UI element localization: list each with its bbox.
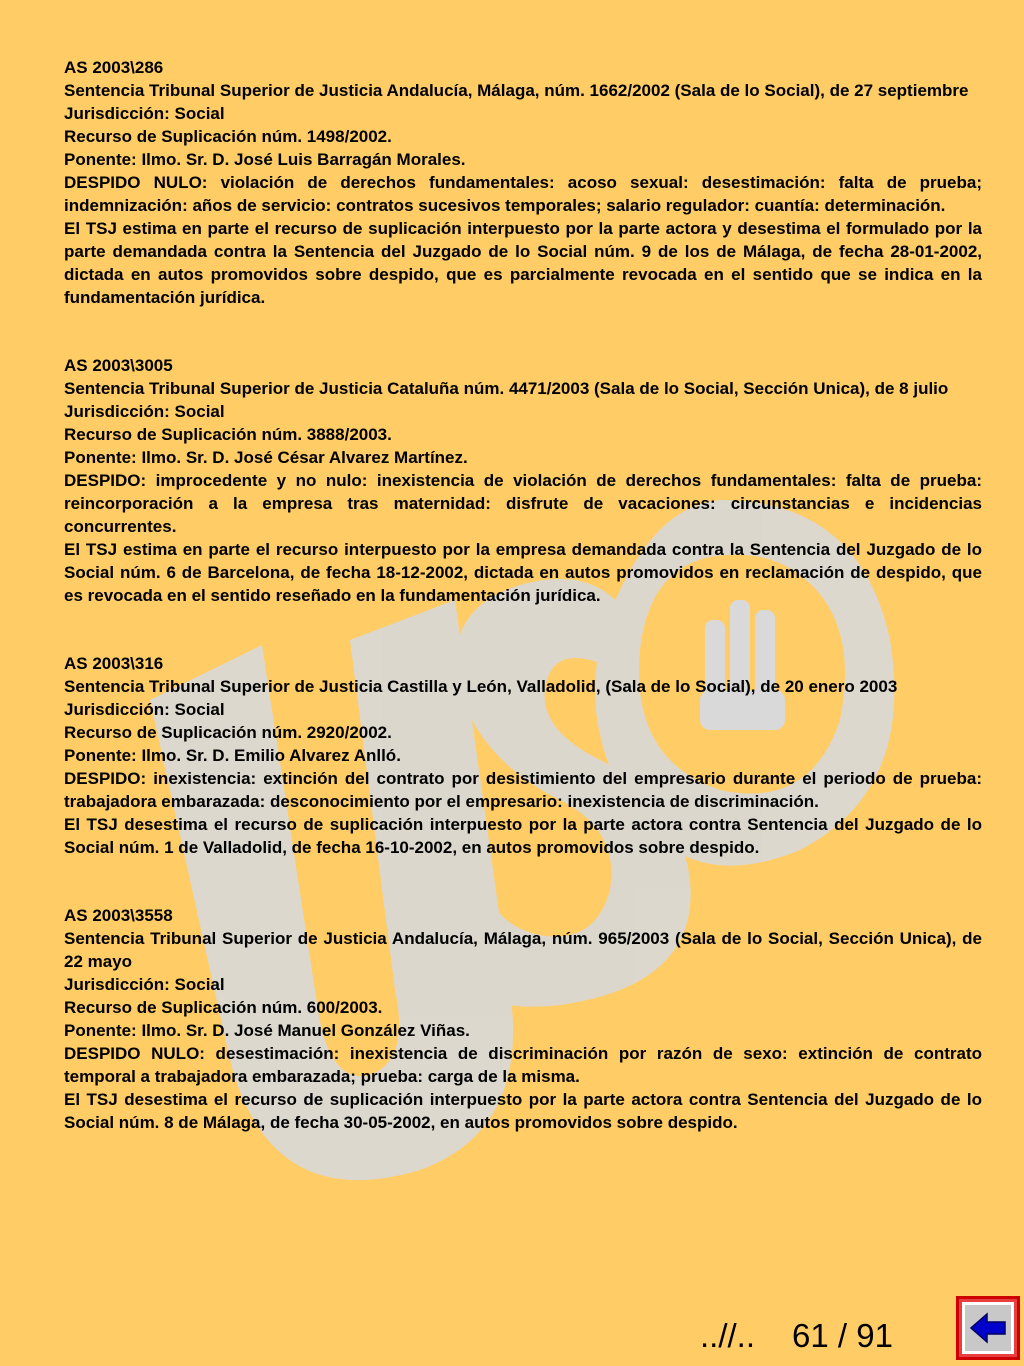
- case-title: Sentencia Tribunal Superior de Justicia Castilla y León, Valladolid, (Sala de lo Social), de 20 enero 2003: [64, 677, 898, 696]
- case-appeal: Recurso de Suplicación núm. 600/2003.: [64, 998, 383, 1017]
- case-appeal: Recurso de Suplicación núm. 2920/2002.: [64, 723, 392, 742]
- case-rapporteur: Ponente: Ilmo. Sr. D. José Luis Barragán Morales.: [64, 150, 466, 169]
- case-title: Sentencia Tribunal Superior de Justicia Andalucía, Málaga, núm. 965/2003 (Sala de lo Social, Sección Unica), de 22 mayo: [64, 929, 982, 971]
- case-keywords: DESPIDO NULO: violación de derechos fundamentales: acoso sexual: desestimación: falta de prueba; indemnización: años de servicio: contratos sucesivos temporales; salario regulador: cuantía: determinación.: [64, 173, 982, 215]
- case-summary: El TSJ estima en parte el recurso de suplicación interpuesto por la parte actora y desestima el formulado por la parte demandada contra la Sentencia del Juzgado de lo Social núm. 9 de los de Málaga, de fecha 28-01-2002, dictada en autos promovidos sobre despido, que es parcialmente revocada en el sentido que se indica en la fundamentación jurídica.: [64, 219, 982, 307]
- case-summary: El TSJ desestima el recurso de suplicación interpuesto por la parte actora contra Sentencia del Juzgado de lo Social núm. 1 de Valladolid, de fecha 16-10-2002, en autos promovidos sobre despido.: [64, 815, 982, 857]
- case-jurisdiction: Jurisdicción: Social: [64, 975, 225, 994]
- document-body: [64, 56, 982, 1179]
- left-arrow-icon: [955, 1295, 1021, 1361]
- case-appeal: Recurso de Suplicación núm. 1498/2002.: [64, 127, 392, 146]
- case-jurisdiction: Jurisdicción: Social: [64, 700, 225, 719]
- case-summary: El TSJ estima en parte el recurso interpuesto por la empresa demandada contra la Sentencia del Juzgado de lo Social núm. 6 de Barcelona, de fecha 18-12-2002, dictada en autos promovidos en reclamación de despido, que es revocada en el sentido reseñado en la fundamentación jurídica.: [64, 540, 982, 605]
- case-keywords: DESPIDO NULO: desestimación: inexistencia de discriminación por razón de sexo: extinción de contrato temporal a trabajadora embarazada; prueba: carga de la misma.: [64, 1044, 982, 1086]
- case-reference: AS 2003\316: [64, 654, 164, 673]
- case-reference: AS 2003\286: [64, 58, 164, 77]
- case-rapporteur: Ponente: Ilmo. Sr. D. José Manuel González Viñas.: [64, 1021, 470, 1040]
- case-appeal: Recurso de Suplicación núm. 3888/2003.: [64, 425, 392, 444]
- case-entry: [64, 652, 982, 859]
- page-indicator: 61 / 91: [792, 1317, 893, 1354]
- case-entry: [64, 354, 982, 607]
- case-jurisdiction: Jurisdicción: Social: [64, 402, 225, 421]
- case-title: Sentencia Tribunal Superior de Justicia Andalucía, Málaga, núm. 1662/2002 (Sala de lo Social), de 27 septiembre: [64, 81, 969, 100]
- case-rapporteur: Ponente: Ilmo. Sr. D. Emilio Alvarez Anlló.: [64, 746, 401, 765]
- back-button[interactable]: [955, 1295, 1021, 1361]
- case-keywords: DESPIDO: improcedente y no nulo: inexistencia de violación de derechos fundamentales: falta de prueba: reincorporación a la empresa tras maternidad: disfrute de vacaciones: circunstancias e incidencias concurrentes.: [64, 471, 982, 536]
- case-reference: AS 2003\3558: [64, 906, 173, 925]
- continuation-marker: ..//..: [700, 1317, 756, 1354]
- case-jurisdiction: Jurisdicción: Social: [64, 104, 225, 123]
- case-rapporteur: Ponente: Ilmo. Sr. D. José César Alvarez Martínez.: [64, 448, 468, 467]
- case-keywords: DESPIDO: inexistencia: extinción del contrato por desistimiento del empresario durante el periodo de prueba: trabajadora embarazada: desconocimiento por el empresario: inexistencia de discriminación.: [64, 769, 982, 811]
- case-summary: El TSJ desestima el recurso de suplicación interpuesto por la parte actora contra Sentencia del Juzgado de lo Social núm. 8 de Málaga, de fecha 30-05-2002, en autos promovidos sobre despido.: [64, 1090, 982, 1132]
- case-entry: [64, 904, 982, 1134]
- case-entry: [64, 56, 982, 309]
- case-title: Sentencia Tribunal Superior de Justicia Cataluña núm. 4471/2003 (Sala de lo Social, Sección Unica), de 8 julio: [64, 379, 949, 398]
- case-reference: AS 2003\3005: [64, 356, 173, 375]
